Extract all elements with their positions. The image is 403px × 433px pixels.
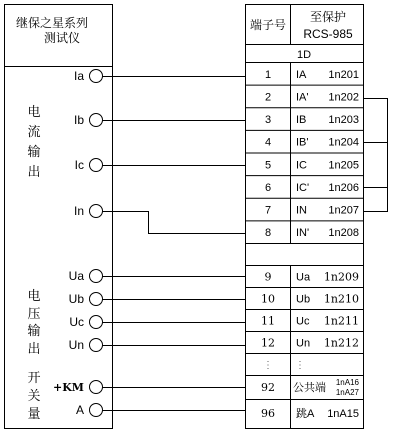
- terminal-signal: IB: [296, 114, 307, 127]
- current-group-char-1: 电: [27, 104, 41, 119]
- header-model: RCS-985: [303, 27, 353, 41]
- port-in[interactable]: [90, 205, 103, 218]
- terminal-signal: Ub: [296, 293, 311, 306]
- terminal-code: 1n201: [328, 68, 359, 81]
- terminal-num: 12: [261, 336, 275, 350]
- port-uc[interactable]: [90, 316, 103, 329]
- voltage-group-char-1: 电: [27, 288, 41, 303]
- tester-title-line1: 继保之星系列: [15, 16, 89, 30]
- terminal-num: 4: [264, 136, 272, 149]
- ellipsis-sig: ⋮: [295, 360, 305, 371]
- current-group-char-4: 出: [27, 164, 41, 179]
- terminal-signal: IB': [296, 136, 309, 149]
- port-label-a: A: [75, 403, 84, 417]
- port-label-ub: Ub: [68, 292, 84, 306]
- terminal-code: 1nA15: [327, 408, 359, 420]
- terminal-signal: IN': [296, 227, 310, 240]
- voltage-group-char-3: 输: [27, 323, 41, 338]
- header-to-protection: 至保护: [309, 10, 347, 24]
- terminal-num: 2: [264, 91, 272, 104]
- terminal-signal: Uc: [296, 315, 310, 328]
- port-ia[interactable]: [90, 70, 103, 83]
- terminal-code: 1n212: [323, 336, 359, 350]
- terminal-code: 1n204: [328, 136, 359, 149]
- port-label-uc: Uc: [69, 315, 84, 329]
- terminal-num: 3: [264, 114, 272, 127]
- port-label-ic: Ic: [74, 158, 84, 172]
- terminal-code: 1n207: [328, 204, 359, 217]
- terminal-signal: Ua: [296, 271, 311, 284]
- terminal-num: 92: [261, 381, 275, 394]
- terminal-num: 8: [264, 227, 272, 240]
- port-label-un: Un: [68, 338, 84, 352]
- port-label-ua: Ua: [68, 269, 84, 283]
- terminal-num: 5: [264, 159, 272, 172]
- ellipsis-num: ⋮: [263, 360, 273, 371]
- switch-group-char-2: 关: [27, 388, 41, 403]
- terminal-code: 1n203: [328, 114, 359, 127]
- port-un[interactable]: [90, 339, 103, 352]
- terminal-signal: IA: [296, 68, 307, 81]
- port-label-km: +KM: [53, 381, 84, 394]
- current-group-char-2: 流: [27, 124, 41, 139]
- port-km[interactable]: [90, 381, 103, 394]
- port-ic[interactable]: [90, 159, 103, 172]
- port-a[interactable]: [90, 404, 103, 417]
- terminal-signal: IN: [296, 204, 307, 217]
- terminal-num: 7: [264, 204, 272, 217]
- terminal-signal: IC: [296, 159, 307, 172]
- terminal-code: 1n202: [328, 91, 359, 104]
- terminal-code: 1n210: [323, 292, 359, 306]
- terminal-num: 96: [261, 407, 275, 420]
- terminal-num: 10: [261, 292, 275, 306]
- terminal-code: 1nA16: [335, 378, 359, 387]
- voltage-group-char-4: 出: [27, 341, 41, 356]
- terminal-code: 1n206: [328, 181, 359, 194]
- port-ib[interactable]: [90, 114, 103, 127]
- terminal-signal: IC': [296, 181, 310, 194]
- header-terminal-no: 端子号: [249, 18, 287, 32]
- terminal-code: 1n208: [328, 227, 359, 240]
- terminal-code: 1n211: [323, 314, 359, 328]
- block-label: 1D: [296, 49, 312, 61]
- port-label-ia: Ia: [73, 69, 84, 83]
- port-label-in: In: [73, 204, 84, 218]
- terminal-signal: 跳A: [296, 408, 315, 420]
- tester-box: [5, 5, 113, 429]
- port-label-ib: Ib: [73, 113, 84, 127]
- wire-in: [103, 212, 246, 234]
- tester-title-line2: 测试仪: [43, 31, 81, 45]
- port-ub[interactable]: [90, 293, 103, 306]
- terminal-num: 1: [264, 68, 272, 81]
- star-point-jumper: [364, 99, 388, 212]
- terminal-code: 1nA27: [335, 388, 359, 397]
- terminal-num: 9: [264, 270, 272, 284]
- current-group-char-3: 输: [27, 144, 41, 159]
- terminal-num: 6: [264, 181, 272, 194]
- terminal-code: 1n209: [323, 270, 359, 284]
- voltage-group-char-2: 压: [27, 306, 41, 321]
- terminal-signal: 公共端: [293, 382, 326, 394]
- switch-group-char-3: 量: [27, 406, 41, 421]
- terminal-signal: IA': [296, 91, 309, 104]
- terminal-signal: Un: [296, 337, 311, 350]
- terminal-num: 11: [261, 314, 275, 328]
- switch-group-char-1: 开: [27, 370, 41, 385]
- terminal-code: 1n205: [328, 159, 359, 172]
- port-ua[interactable]: [90, 270, 103, 283]
